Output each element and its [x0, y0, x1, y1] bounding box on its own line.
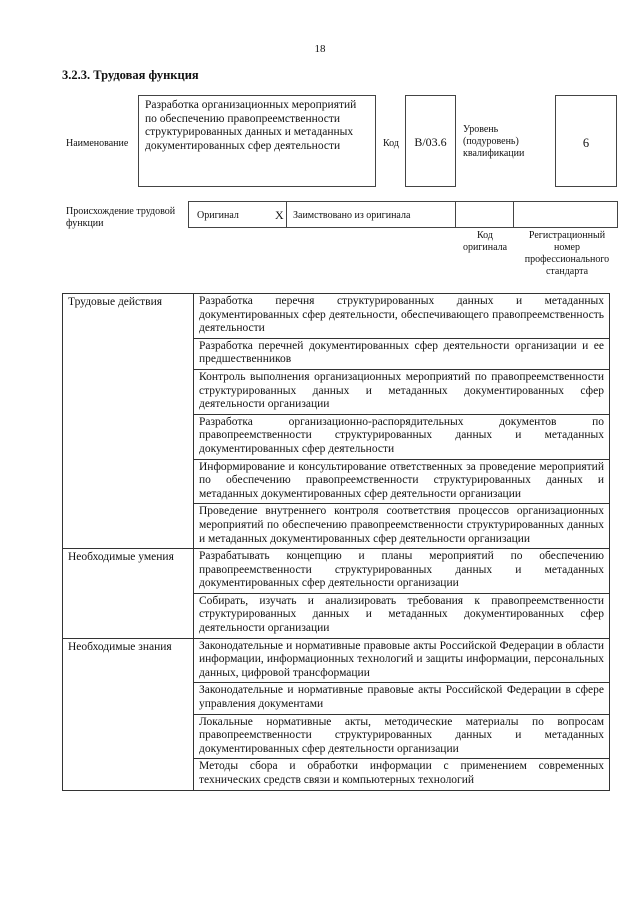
reg-number-label: Регистрационный номер профессионального стандарта [524, 230, 610, 277]
item-cell: Законодательные и нормативные правовые акты Российской Федерации в области информации, информационных технологий и защиты информации, персональных данных, цифровой трансформации [194, 638, 610, 683]
item-cell: Разработка перечня структурированных данных и метаданных документированных сфер деятельности, обеспечивающего правопреемственность деятельности [194, 294, 610, 339]
section-title: 3.2.3. Трудовая функция [62, 68, 199, 82]
borrowed-cell [286, 201, 456, 228]
original-label: Оригинал [197, 210, 239, 221]
table-row [63, 638, 610, 683]
original-cell [188, 201, 286, 228]
item-cell: Информирование и консультирование ответственных за проведение мероприятий по обеспечению правопреемственности структурированных данных и метаданных документированных сфер деятельности организации [194, 459, 610, 504]
item-cell: Локальные нормативные акты, методические материалы по вопросам правопреемственности структурированных данных и метаданных документированных сфер деятельности организации [194, 714, 610, 759]
reg-number-cell [514, 201, 618, 228]
item-cell: Методы сбора и обработки информации с применением современных технических средств связи и компьютерных технологий [194, 759, 610, 790]
item-cell: Собирать, изучать и анализировать требования к правопреемственности структурированных данных и метаданных документированных сфер деятельности организации [194, 593, 610, 638]
category-cell: Необходимые знания [63, 638, 194, 790]
origin-row [188, 201, 618, 228]
item-cell: Разработка перечней документированных сфер деятельности организации и ее предшественников [194, 338, 610, 369]
name-label: Наименование [66, 138, 129, 149]
item-cell: Разрабатывать концепцию и планы мероприятий по обеспечению правопреемственности структурированных данных и метаданных документированных сфер деятельности организации [194, 549, 610, 594]
code-label: Код [383, 138, 399, 149]
category-cell: Необходимые умения [63, 549, 194, 639]
name-value: Разработка организационных мероприятий по обеспечению правопреемственности структурированных данных и метаданных документированных сфер деятельности [138, 95, 376, 187]
code-original-cell [456, 201, 514, 228]
code-value: В/03.6 [405, 95, 456, 187]
code-original-label: Код оригинала [462, 230, 508, 253]
original-mark: Х [275, 208, 284, 222]
level-value: 6 [555, 95, 617, 187]
item-cell: Контроль выполнения организационных мероприятий по правопреемственности структурированных данных и метаданных документированных сфер деятельности организации [194, 369, 610, 414]
category-cell: Трудовые действия [63, 294, 194, 549]
level-label: Уровень (подуровень) квалификации [463, 124, 525, 159]
item-cell: Законодательные и нормативные правовые акты Российской Федерации в сфере управления документами [194, 683, 610, 714]
borrowed-label: Заимствовано из оригинала [293, 210, 411, 221]
table-row [63, 294, 610, 339]
table-row [63, 549, 610, 594]
item-cell: Проведение внутреннего контроля соответствия процессов организационных мероприятий по обеспечению правопреемственности структурированных данных и метаданных документированных сфер деятельности организации [194, 504, 610, 549]
function-table [62, 293, 610, 791]
page-number: 18 [314, 43, 326, 55]
origin-label: Происхождение трудовой функции [66, 206, 176, 229]
item-cell: Разработка организационно-распорядительных документов по правопреемственности структурированных данных и метаданных документированных сфер деятельности [194, 414, 610, 459]
